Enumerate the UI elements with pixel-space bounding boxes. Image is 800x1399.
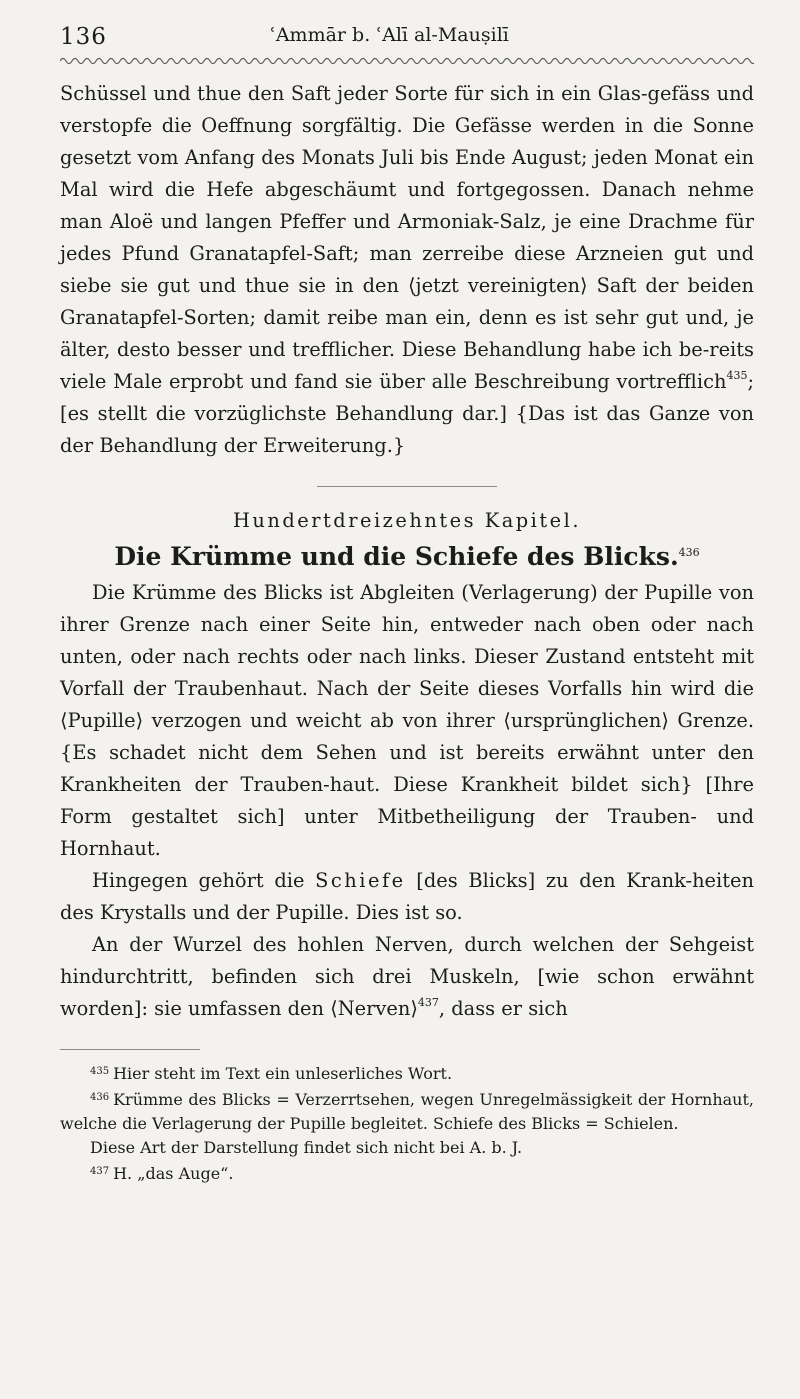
paragraph: Hingegen gehört die Schiefe [des Blicks] zu den Krank-heiten des Krystalls und der Pupille. Dies ist so. <box>60 869 754 924</box>
footnote-ref-435: 435 <box>726 369 748 382</box>
book-page <box>60 18 754 1186</box>
footnote-ref-436: 436 <box>678 546 700 559</box>
footnotes <box>60 1060 754 1186</box>
page-number: 136 <box>60 24 107 50</box>
wavy-rule <box>60 54 754 68</box>
section-heading: Die Krümme und die Schiefe des Blicks.$^{436}$ <box>114 542 700 571</box>
footnote-divider <box>60 1049 200 1050</box>
running-head: ʿAmmār b. ʿAlī al-Mauṣilī <box>270 24 509 46</box>
page-header <box>60 18 754 62</box>
footnote-ref-437: 437 <box>417 996 439 1009</box>
paragraph: An der Wurzel des hohlen Nerven, durch welchen der Sehgeist hindurchtritt, befinden sich drei Muskeln, [wie schon erwähnt worden]: sie umfassen den ⟨Nerven⟩$^{437}$, dass er sich <box>60 933 754 1020</box>
paragraph-continuation: Schüssel und thue den Saft jeder Sorte für sich in ein Glas-gefäss und verstopfe die Oeffnung sorgfältig. Die Gefässe werden in die Sonne gesetzt vom Anfang des Monats Juli bis Ende August; jeden Monat ein Mal wird die Hefe abgeschäumt und fortgegossen. Danach nehme man Aloë und langen Pfeffer und Armoniak-Salz, je eine Drachme für jedes Pfund Granatapfel-Saft; man zerreibe diese Arzneien gut und siebe sie gut und thue sie in den ⟨jetzt vereinigten⟩ Saft der beiden Granatapfel-Sorten; damit reibe man ein, denn es ist sehr gut und, je älter, desto besser und trefflicher. Diese Behandlung habe ich be-reits viele Male erprobt und fand sie über alle Beschreibung vortrefflich$^{435}$; [es stellt die vorzüglichste Behandlung dar.] {Das ist das Ganze von der Behandlung der Erweiterung.} <box>60 82 754 457</box>
footnote-436: $^{436}$ Krümme des Blicks = Verzerrtsehen, wegen Unregelmässigkeit der Hornhaut, welche die Verlagerung der Pupille begleitet. Schiefe des Blicks = Schielen. <box>60 1090 754 1133</box>
main-text <box>60 78 754 1025</box>
footnote-435: $^{435}$ Hier steht im Text ein unleserliches Wort. <box>90 1064 453 1083</box>
footnote-436-extra: Diese Art der Darstellung findet sich nicht bei A. b. J. <box>90 1138 523 1157</box>
section-divider <box>317 486 497 487</box>
paragraph: Die Krümme des Blicks ist Abgleiten (Verlagerung) der Pupille von ihrer Grenze nach einer Seite hin, entweder nach oben oder nach unten, oder nach rechts oder nach links. Dieser Zustand entsteht mit Vorfall der Traubenhaut. Nach der Seite dieses Vorfalls hin wird die ⟨Pupille⟩ verzogen und weicht ab von ihrer ⟨ursprünglichen⟩ Grenze. {Es schadet nicht dem Sehen und ist bereits erwähnt unter den Krankheiten der Trauben-haut. Diese Krankheit bildet sich} [Ihre Form gestaltet sich] unter Mitbetheiligung der Trauben- und Hornhaut. <box>60 581 754 860</box>
footnote-437: $^{437}$ H. „das Auge“. <box>90 1164 234 1183</box>
chapter-title: Hundertdreizehntes Kapitel. <box>232 509 582 532</box>
